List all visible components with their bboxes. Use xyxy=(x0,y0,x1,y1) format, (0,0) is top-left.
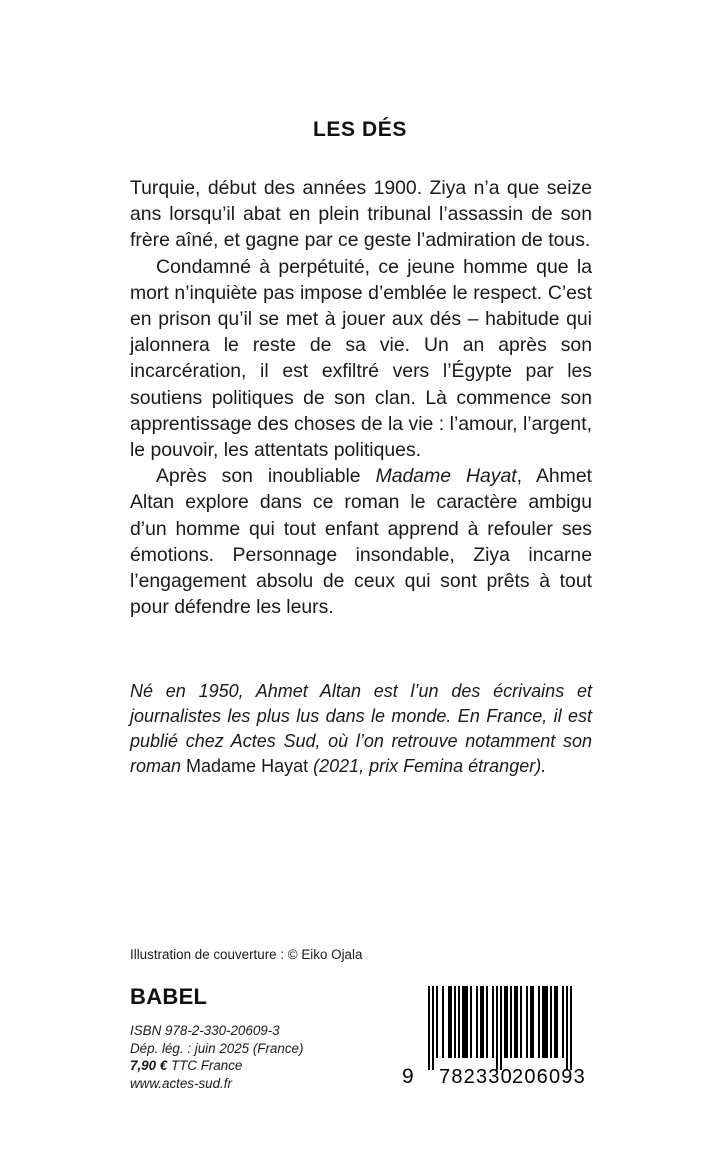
roman-text: Madame Hayat xyxy=(186,756,309,776)
emphasized-text: (2021, prix Femina étranger). xyxy=(308,756,547,776)
emphasized-text: Madame Hayat xyxy=(375,465,517,488)
barcode-lead-digit: 9 xyxy=(402,1065,414,1088)
price-value: 7,90 € xyxy=(130,1058,168,1074)
blurb-paragraph: Après son inoubliable Madame Hayat, Ahmet Altan explore dans ce roman le caractère ambigu d’un homme qui tout enfant apprend à refouler ses émotions. Personnage insondable, Ziya incarne l’engagement absolu de ceux qui sont prêts à tout pour défendre les leurs. xyxy=(130,465,592,619)
price-line xyxy=(130,1057,303,1075)
page-title: LES DÉS xyxy=(312,118,408,141)
barcode-bar xyxy=(570,986,572,1070)
barcode-group-left: 782330 xyxy=(439,1066,513,1088)
cover-illustration-credit: Illustration de couverture : © Eiko Ojala xyxy=(130,947,363,962)
imprint-logo-babel: BABEL xyxy=(130,984,208,1009)
legal-deposit-line: Dép. lég. : juin 2025 (France) xyxy=(130,1040,304,1056)
isbn-line: ISBN 978-2-330-20609-3 xyxy=(130,1023,280,1038)
website-line: www.actes-sud.fr xyxy=(130,1075,232,1091)
barcode-group-right: 206093 xyxy=(512,1066,586,1088)
blurb-paragraph: Condamné à perpétuité, ce jeune homme que la mort n’inquiète pas impose d’emblée le respect. C’est en prison qu’il se met à jouer aux dés – habitude qui jalonnera le reste de sa vie. Un an après son incarcération, il est exfiltré vers l’Égypte par les soutiens politiques de son clan. Là commence son apprentissage des choses de la vie : l’amour, l’argent, le pouvoir, les attentats politiques. xyxy=(130,255,592,462)
emphasized-text: Né en 1950, Ahmet Altan est l’un des écrivains et journalistes les plus lus dans le monde. En France, il est publié chez Actes Sud, où l’on retrouve notamment son roman xyxy=(130,681,592,776)
blurb-paragraph: Turquie, début des années 1900. Ziya n’a que seize ans lorsqu’il abat en plein tribunal l’assassin de son frère aîné, et gagne par ce geste l’admiration de tous. xyxy=(130,177,592,252)
barcode-digits xyxy=(428,1066,592,1088)
publication-details xyxy=(130,1022,303,1092)
barcode-bars xyxy=(428,986,592,1064)
blurb-text xyxy=(130,175,592,620)
price-suffix: TTC France xyxy=(167,1058,243,1074)
ean13-barcode xyxy=(402,986,592,1088)
author-biography xyxy=(130,679,592,779)
